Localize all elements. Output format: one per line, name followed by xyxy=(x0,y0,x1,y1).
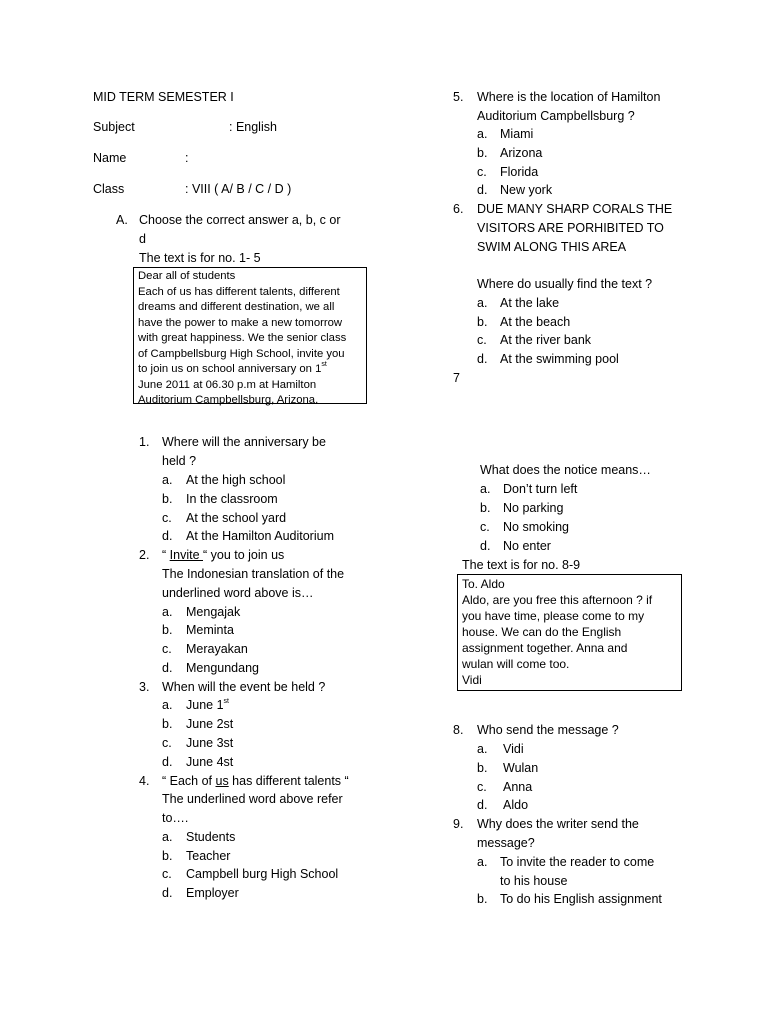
option-label: d. xyxy=(480,539,491,553)
question-number: 4. xyxy=(139,774,150,788)
notice-text: VISITORS ARE PORHIBITED TO xyxy=(477,221,664,235)
option-label: c. xyxy=(162,867,172,881)
option-label: a. xyxy=(480,482,491,496)
question-1-text: Where will the anniversary be xyxy=(162,435,326,449)
ordinal-suffix: st xyxy=(321,361,327,369)
option-text: Aldo xyxy=(503,798,529,812)
option-label: a. xyxy=(477,296,488,310)
option-label: d. xyxy=(477,352,488,366)
section-letter: A. xyxy=(116,213,128,227)
option-text-cont: to his house xyxy=(500,874,568,888)
option-label: a. xyxy=(477,127,488,141)
question-6-text: Where do usually find the text ? xyxy=(477,277,653,291)
option-label: a. xyxy=(162,830,173,844)
question-2-text-cont: The Indonesian translation of the xyxy=(162,567,345,581)
option-label: c. xyxy=(162,511,172,525)
passage2-line: To. Aldo xyxy=(462,577,505,591)
subject-label: Subject xyxy=(93,120,135,134)
option-text: At the swimming pool xyxy=(500,352,619,366)
option-text: Meminta xyxy=(186,623,234,637)
option-text: No parking xyxy=(503,501,564,515)
ordinal-suffix: st xyxy=(223,697,229,705)
option-text: No enter xyxy=(503,539,551,553)
passage-box-2 xyxy=(457,574,682,691)
option-text: Florida xyxy=(500,165,539,179)
question-2-text: “ Invite “ you to join us xyxy=(162,548,285,562)
option-label: c. xyxy=(480,520,490,534)
option-label: a. xyxy=(162,698,173,712)
passage1-line: Each of us has different talents, different xyxy=(138,285,340,298)
passage2-line: Vidi xyxy=(462,673,482,687)
question-8-text: Who send the message ? xyxy=(477,723,619,737)
option-text: Teacher xyxy=(186,849,231,863)
option-label: a. xyxy=(477,742,488,756)
passage1-line: with great happiness. We the senior class xyxy=(138,332,347,344)
option-text: Miami xyxy=(500,127,534,141)
question-1-text-cont: held ? xyxy=(162,454,197,468)
option-label: b. xyxy=(162,849,173,863)
passage1-line: Auditorium Campbellsburg, Arizona. xyxy=(138,394,319,406)
question-4-text-cont: to…. xyxy=(162,811,189,825)
option-text: June 4st xyxy=(186,755,234,769)
name-value: : xyxy=(185,151,189,165)
question-number: 2. xyxy=(139,548,150,562)
option-label: d. xyxy=(477,183,488,197)
text-reference-1: The text is for no. 1- 5 xyxy=(139,251,261,265)
underlined-word: Invite xyxy=(169,548,203,562)
option-label: a. xyxy=(477,855,488,869)
passage1-line: of Campbellsburg High School, invite you xyxy=(138,347,345,360)
question-7-text: What does the notice means… xyxy=(480,463,651,477)
option-text: June 3st xyxy=(186,736,234,750)
section-instruction-1: Choose the correct answer a, b, c or xyxy=(139,213,341,227)
passage1-line: to join us on school anniversary on 1st xyxy=(138,361,327,375)
question-number: 3. xyxy=(139,680,150,694)
option-text: Mengajak xyxy=(186,605,241,619)
question-number: 1. xyxy=(139,435,150,449)
option-text: Merayakan xyxy=(186,642,248,656)
option-label: c. xyxy=(477,333,487,347)
question-5-text: Where is the location of Hamilton xyxy=(477,90,661,104)
passage-box-1 xyxy=(133,267,367,404)
option-text: New york xyxy=(500,183,553,197)
passage2-line: assignment together. Anna and xyxy=(462,641,628,655)
option-label: a. xyxy=(162,605,173,619)
question-number: 5. xyxy=(453,90,464,104)
option-text: Students xyxy=(186,830,236,844)
option-label: d. xyxy=(162,661,173,675)
option-label: b. xyxy=(477,761,488,775)
question-number: 6. xyxy=(453,202,464,216)
question-number: 9. xyxy=(453,817,464,831)
option-label: d. xyxy=(162,529,173,543)
underlined-word: us xyxy=(215,774,229,788)
exam-title: MID TERM SEMESTER I xyxy=(93,90,234,104)
class-value: : VIII ( A/ B / C / D ) xyxy=(185,182,292,196)
option-label: d. xyxy=(477,798,488,812)
text-reference-2: The text is for no. 8-9 xyxy=(462,558,581,572)
passage2-line: Aldo, are you free this afternoon ? if xyxy=(462,593,653,607)
option-text: June 2st xyxy=(186,717,234,731)
option-label: c. xyxy=(477,780,487,794)
option-label: b. xyxy=(162,623,173,637)
question-number: 8. xyxy=(453,723,464,737)
question-2-text-cont: underlined word above is… xyxy=(162,586,314,600)
question-3-text: When will the event be held ? xyxy=(162,680,326,694)
section-instruction-2: d xyxy=(139,232,146,246)
question-number: 7 xyxy=(453,371,460,385)
question-5-text-cont: Auditorium Campbellsburg ? xyxy=(477,109,635,123)
option-label: c. xyxy=(477,165,487,179)
option-label: b. xyxy=(162,717,173,731)
passage1-line: dreams and different destination, we all xyxy=(138,301,335,313)
option-text: At the Hamilton Auditorium xyxy=(186,529,334,543)
option-text: To invite the reader to come xyxy=(500,855,655,869)
passage1-line: have the power to make a new tomorrow xyxy=(138,316,343,329)
option-text: Campbell burg High School xyxy=(186,867,339,881)
question-4-text-cont: The underlined word above refer xyxy=(162,792,343,806)
option-text: June 1st xyxy=(186,697,229,712)
notice-text: SWIM ALONG THIS AREA xyxy=(477,240,627,254)
passage1-line: Dear all of students xyxy=(138,270,236,282)
question-9-text: Why does the writer send the xyxy=(477,817,639,831)
passage2-line: wulan will come too. xyxy=(462,657,570,671)
passage1-line: June 2011 at 06.30 p.m at Hamilton xyxy=(138,378,317,391)
option-label: a. xyxy=(162,473,173,487)
option-text: Arizona xyxy=(500,146,543,160)
question-4-text: “ Each of us has different talents “ xyxy=(162,774,349,788)
option-text: At the river bank xyxy=(500,333,592,347)
passage2-line: you have time, please come to my xyxy=(462,609,645,623)
option-label: b. xyxy=(477,315,488,329)
subject-value: : English xyxy=(229,120,277,134)
option-label: d. xyxy=(162,886,173,900)
option-text: Don’t turn left xyxy=(503,482,578,496)
name-label: Name xyxy=(93,151,127,165)
notice-text: DUE MANY SHARP CORALS THE xyxy=(477,202,673,216)
option-text: At the beach xyxy=(500,315,571,329)
question-9-text-cont: message? xyxy=(477,836,535,850)
passage2-line: house. We can do the English xyxy=(462,625,622,639)
option-label: b. xyxy=(477,892,488,906)
option-text: To do his English assignment xyxy=(500,892,662,906)
option-label: c. xyxy=(162,642,172,656)
option-text: At the high school xyxy=(186,473,286,487)
option-text: Anna xyxy=(503,780,533,794)
option-label: b. xyxy=(162,492,173,506)
option-text: At the school yard xyxy=(186,511,287,525)
option-text: Vidi xyxy=(503,742,524,756)
option-label: c. xyxy=(162,736,172,750)
option-label: b. xyxy=(480,501,491,515)
option-text: Employer xyxy=(186,886,239,900)
option-text: Wulan xyxy=(503,761,539,775)
option-label: d. xyxy=(162,755,173,769)
option-text: Mengundang xyxy=(186,661,259,675)
option-text: In the classroom xyxy=(186,492,278,506)
option-text: No smoking xyxy=(503,520,569,534)
option-label: b. xyxy=(477,146,488,160)
class-label: Class xyxy=(93,182,125,196)
option-text: At the lake xyxy=(500,296,560,310)
